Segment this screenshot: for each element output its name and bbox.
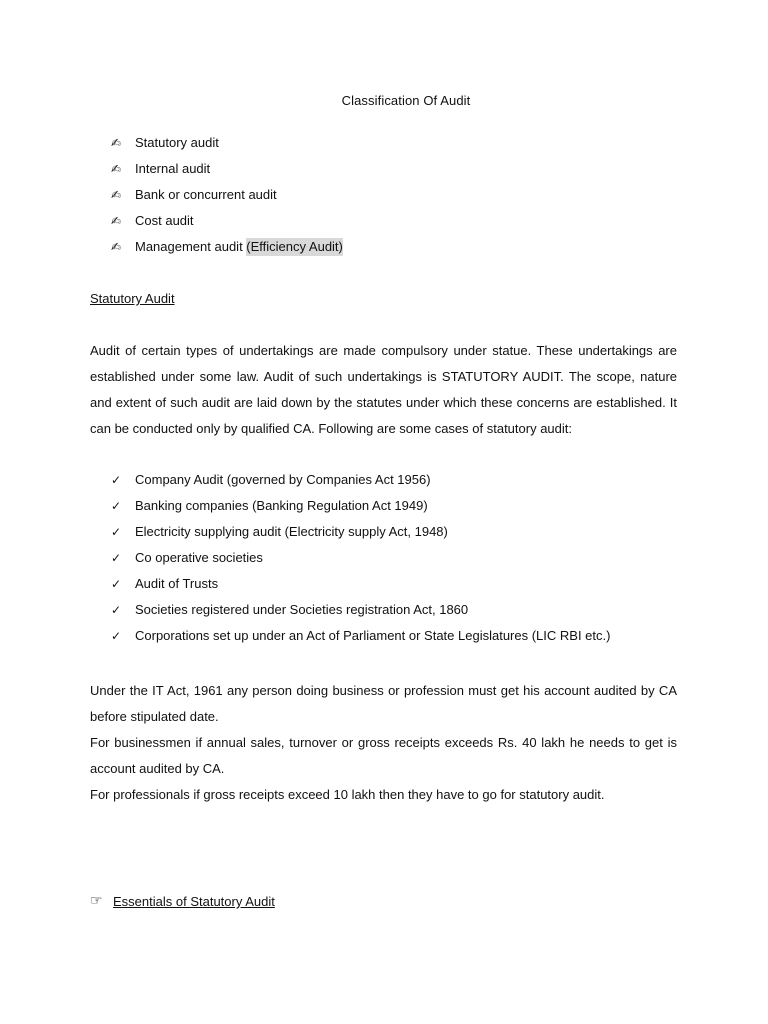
list-item-label: Corporations set up under an Act of Parliament or State Legislatures (LIC RBI etc.) — [135, 628, 611, 643]
professionals-paragraph: For professionals if gross receipts exceed 10 lakh then they have to go for statutory audit. — [90, 787, 605, 802]
list-item-label: Electricity supplying audit (Electricity supply Act, 1948) — [135, 524, 448, 539]
pointing-hand-icon: ☞ — [90, 892, 103, 908]
highlighted-text: (Efficiency Audit) — [246, 239, 343, 254]
businessmen-paragraph: For businessmen if annual sales, turnover or gross receipts exceeds Rs. 40 lakh he needs to get is account audited by CA. — [90, 735, 677, 776]
essentials-heading-row — [90, 893, 275, 911]
list-item — [111, 627, 610, 653]
list-item-label: Management audit — [135, 239, 247, 254]
list-item — [111, 523, 610, 549]
check-mark-icon: ✓ — [111, 577, 122, 591]
list-item — [111, 549, 610, 575]
writing-hand-icon: ✍ — [111, 162, 122, 176]
list-item — [111, 497, 610, 523]
list-item — [111, 601, 610, 627]
list-item — [111, 238, 343, 264]
writing-hand-icon: ✍ — [111, 240, 122, 254]
list-item — [111, 212, 343, 238]
list-item — [111, 575, 610, 601]
list-item-label: Audit of Trusts — [135, 576, 219, 591]
list-item-label: Co operative societies — [135, 550, 263, 565]
essentials-heading: Essentials of Statutory Audit — [113, 894, 275, 909]
check-mark-icon: ✓ — [111, 551, 122, 565]
it-act-paragraph: Under the IT Act, 1961 any person doing business or profession must get his account audited by CA before stipulated date. — [90, 683, 677, 724]
check-mark-icon: ✓ — [111, 499, 122, 513]
statutory-cases-list — [111, 471, 610, 653]
document-title: Classification Of Audit — [341, 93, 471, 108]
writing-hand-icon: ✍ — [111, 214, 122, 228]
check-mark-icon: ✓ — [111, 525, 122, 539]
list-item-label: Societies registered under Societies registration Act, 1860 — [135, 602, 469, 617]
list-item-label: Banking companies (Banking Regulation Act 1949) — [135, 498, 428, 513]
list-item-label: Bank or concurrent audit — [135, 187, 277, 202]
list-item-label: Cost audit — [135, 213, 194, 228]
check-mark-icon: ✓ — [111, 603, 122, 617]
list-item-label: Company Audit (governed by Companies Act 1956) — [135, 472, 431, 487]
list-item — [111, 160, 343, 186]
list-item-label: Statutory audit — [135, 135, 219, 150]
audit-classification-list — [111, 134, 343, 264]
statutory-audit-heading: Statutory Audit — [90, 291, 175, 306]
list-item — [111, 471, 610, 497]
list-item — [111, 134, 343, 160]
list-item-label: Internal audit — [135, 161, 211, 176]
check-mark-icon: ✓ — [111, 473, 122, 487]
statutory-audit-paragraph: Audit of certain types of undertakings are made compulsory under statue. These undertakings are established under some law. Audit of such undertakings is STATUTORY AUDIT. The scope, nature and extent of such audit are laid down by the statutes under which these concerns are established. It can be conducted only by qualified CA. Following are some cases of statutory audit: — [90, 343, 677, 436]
writing-hand-icon: ✍ — [111, 136, 122, 150]
list-item — [111, 186, 343, 212]
check-mark-icon: ✓ — [111, 629, 122, 643]
writing-hand-icon: ✍ — [111, 188, 122, 202]
